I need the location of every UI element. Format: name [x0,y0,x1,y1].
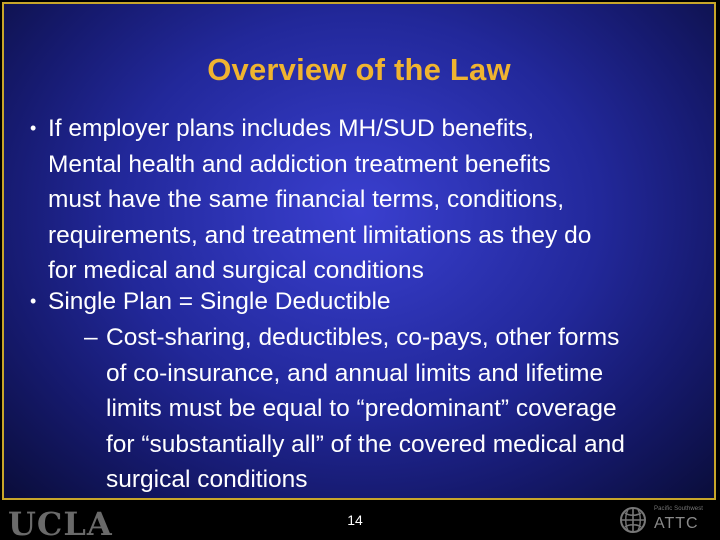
ucla-logo: UCLA [8,505,113,540]
attc-logo [618,503,708,537]
slide-title: Overview of the Law [207,52,511,87]
sub-bullet-text: Cost-sharing, deductibles, co-pays, other forms of co-insurance, and annual limits and lifetime limits must be equal to “predominant” coverage for “substantially all” of the covered medical and surgical conditions [106,324,625,493]
bullet-text: Single Plan = Single Deductible [48,288,391,315]
attc-text: ATTC [654,515,699,532]
bullet-item-1 [30,111,700,289]
bullet-marker: • [30,118,37,138]
slide-content [4,4,714,498]
bullet-item-2 [30,284,700,320]
attc-small-text: Pacific Southwest [654,506,704,512]
globe-icon [618,505,648,535]
bullet-text: If employer plans includes MH/SUD benefits, Mental health and addiction treatment benefits must have the same financial terms, conditions, requirements, and treatment limitations as they do for medical and surgical conditions [48,115,592,284]
page-number: 14 [347,512,363,528]
sub-bullet-item [84,320,704,498]
bullet-marker: • [30,291,37,311]
slide-panel [2,2,716,500]
sub-bullet-marker: – [84,324,98,351]
